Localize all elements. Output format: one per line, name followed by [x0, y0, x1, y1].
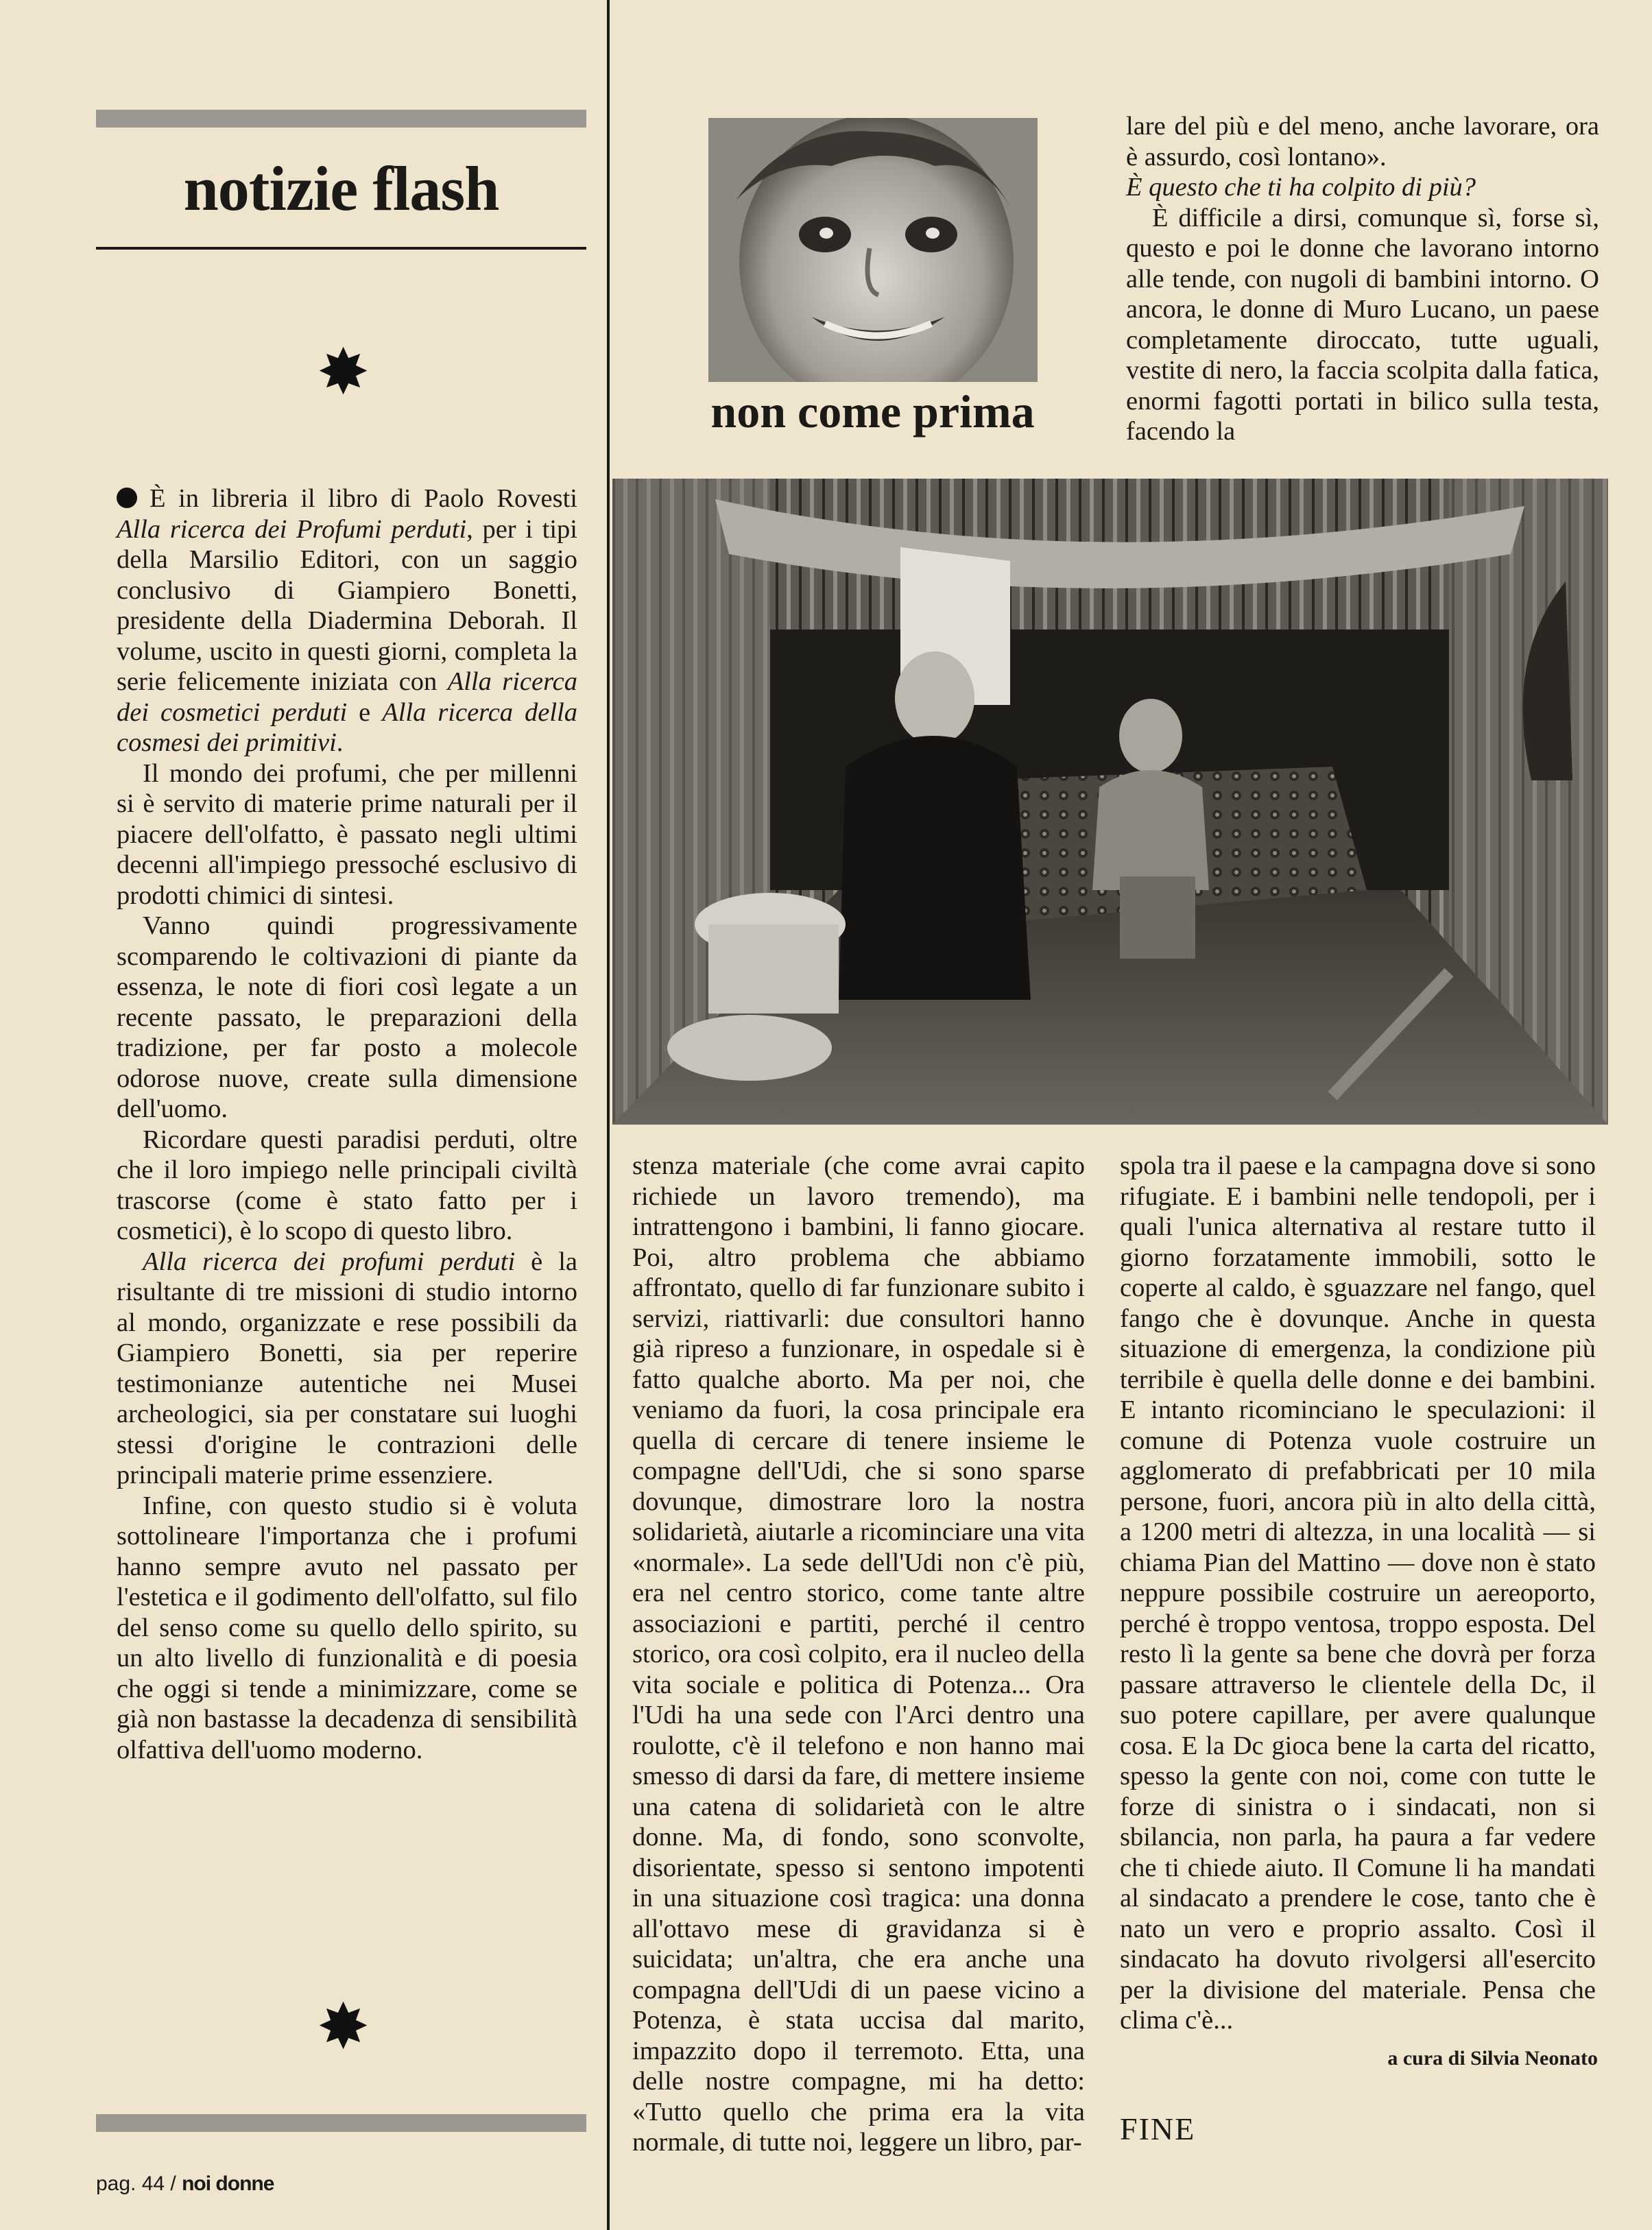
right-top-column	[1126, 111, 1599, 447]
left-article	[117, 483, 577, 1765]
star-ornament-top: ✸	[317, 335, 370, 409]
right-middle-column	[632, 1151, 1085, 2158]
left-paragraph-1: È in libreria il libro di Paolo Rovesti Alla ricerca dei Profumi perduti, per i tipi della Marsilio Editori, con un saggio conclusivo di Giampiero Bonetti, presidente della Diadermina Deborah. Il volume, uscito in questi giorni, completa la serie felicemente iniziata con Alla ricerca dei cosmetici perduti e Alla ricerca della cosmesi dei primitivi.	[117, 484, 578, 757]
child-portrait-photo	[708, 118, 1038, 382]
page-number: pag. 44 /	[96, 2172, 182, 2195]
header-grey-bar	[96, 110, 586, 128]
top-paragraph-2: È difficile a dirsi, comunque sì, forse sì, questo e poi le donne che lavorano intorno alle tende, con nugoli di bambini intorno. O ancora, le donne di Muro Lucano, un paese completamente diroccato, tutte uguali, vestite di nero, la faccia scolpita dalla fatica, enormi fagotti portati in bilico sulla testa, facendo la	[1126, 203, 1599, 446]
middle-column-text: stenza materiale (che come avrai capito richiede un lavoro tremendo), ma intrattengono i bambini, li fanno giocare. Poi, altro problema che abbiamo affrontato, quello di far funzionare subito i servizi, riattivarli: due consultori hanno già ripreso a funzionare, in ospedale si è fatto qualche aborto. Ma per noi, che veniamo da fuori, la cosa principale era quella di cercare di tenere insieme le compagne dell'Udi, che si sono sparse dovunque, dimostrare loro la nostra solidarietà, aiutarle a ricominciare una vita «normale». La sede dell'Udi non c'è più, era nel centro storico, come tante altre associazioni e partiti, perché il centro storico, ora così colpito, era il nucleo della vita sociale e politica di Potenza... Ora l'Udi ha una sede con l'Arci dentro una roulotte, c'è il telefono e non hanno mai smesso di darsi da fare, di mettere insieme una catena di solidarietà con le altre donne. Ma, di fondo, sono sconvolte, disorientate, spesso si sentono impotenti in una situazione così tragica: una donna all'ottavo mese di gravidanza si è suicidata; un'altra, che era anche una compagna dell'Udi di un paese vicino a Potenza, è stata uccisa dal marito, impazzito dopo il terremoto. Etta, una delle nostre compagne, mi ha detto: «Tutto quello che prima era la vita normale, di tutte noi, leggere un libro, par-	[632, 1151, 1085, 2157]
shelter-interior-image	[612, 479, 1608, 1125]
interview-question: È questo che ti ha colpito di più?	[1126, 173, 1476, 202]
top-paragraph-1: lare del più e del meno, anche lavorare, ora è assurdo, così lontano».	[1126, 112, 1599, 171]
page-footer	[96, 2172, 274, 2196]
book-title-3: Alla ricerca della cosmesi dei primitivi	[117, 697, 578, 757]
bullet-dot	[117, 488, 137, 508]
article-headline: non come prima	[710, 385, 1035, 437]
left-paragraph-3: Vanno quindi progressivamente scomparendo le coltivazioni di piante da essenza, le note di fiori così legate a un recente passato, le preparazioni della tradizione, per far posto a molecole odorose nuove, create sulla dimensione dell'uomo.	[117, 911, 577, 1123]
star-ornament-bottom: ✸	[317, 1990, 370, 2063]
left-paragraph-4: Ricordare questi paradisi perduti, oltre che il loro impiego nelle principali civiltà trascorse (come è stato fatto per i cosmetici), è lo scopo di questo libro.	[117, 1125, 577, 1245]
header-rule	[96, 247, 586, 250]
end-mark: FINE	[1120, 2111, 1196, 2146]
book-title-4: Alla ricerca dei profumi perduti	[143, 1247, 516, 1276]
left-paragraph-2: Il mondo dei profumi, che per millenni si è servito di materie prime naturali per il piacere dell'olfatto, è passato negli ultimi decenni all'impiego pressoché esclusivo di prodotti chimici di sintesi.	[117, 758, 577, 910]
column-divider	[607, 0, 610, 2230]
book-title: Alla ricerca dei Profumi perduti	[117, 514, 467, 544]
right-column-text: spola tra il paese e la campagna dove si sono rifugiate. E i bambini nelle tendopoli, per i quali l'unica alternativa al restare tutto il giorno forzatamente immobili, sotto le coperte al caldo, è sguazzare nel fango, quel fango che è dovunque. Anche in questa situazione di emergenza, la condizione più terribile è quella delle donne e dei bambini. E intanto ricominciano le speculazioni: il comune di Potenza vuole costruire un agglomerato di prefabbricati per 10 mila persone, fuori, ancora più in alto della città, a 1200 metri di altezza, in una località — si chiama Pian del Mattino — dove non è stato neppure possibile costruire un aereoporto, perché è troppo ventosa, troppo esposta. Del resto lì la gente sa bene che dovrà per forza passare attraverso le clientele della Dc, il suo potere capillare, per avere qualunque cosa. E la Dc gioca bene la carta del ricatto, spesso la gente con noi, come con tutte le forze di sinistra o i sindacati, non si sbilancia, non parla, ha paura a far vedere che ti chiede aiuto. Il Comune li ha mandati al sindacato a prendere le cose, tanto che è nato un vero e proprio assalto. Così il sindacato ha dovuto rivolgersi all'esercito per la divisione del materiale. Pensa che clima c'è...	[1120, 1151, 1596, 2035]
right-right-column	[1120, 1151, 1596, 2036]
magazine-logo: noi donne	[182, 2172, 274, 2195]
child-portrait-image	[708, 118, 1038, 382]
left-paragraph-6: Infine, con questo studio si è voluta sottolineare l'importanza che i profumi hanno sempre avuto nel passato per l'estetica e il godimento dell'olfatto, sul filo del senso come su quello dello spirito, su un alto livello di funzionalità e di poesia che oggi si tende a minimizzare, come se già non bastasse la decadenza di sensibilità olfattiva dell'uomo moderno.	[117, 1491, 577, 1764]
section-title: notizie flash	[183, 154, 499, 224]
left-paragraph-5: Alla ricerca dei profumi perduti è la risultante di tre missioni di studio intorno al mondo, organizzate e rese possibili da Giampiero Bonetti, sia per reperire testimonianze autentiche nei Musei archeologici, sia per constatare sui luoghi stessi d'origine le contrazioni delle principali materie prime essenziere.	[117, 1247, 577, 1489]
book-title-2: Alla ricerca dei cosmetici perduti	[117, 667, 577, 727]
shelter-photo	[612, 479, 1608, 1125]
footer-grey-bar	[96, 2114, 586, 2132]
byline: a cura di Silvia Neonato	[1387, 2047, 1598, 2070]
